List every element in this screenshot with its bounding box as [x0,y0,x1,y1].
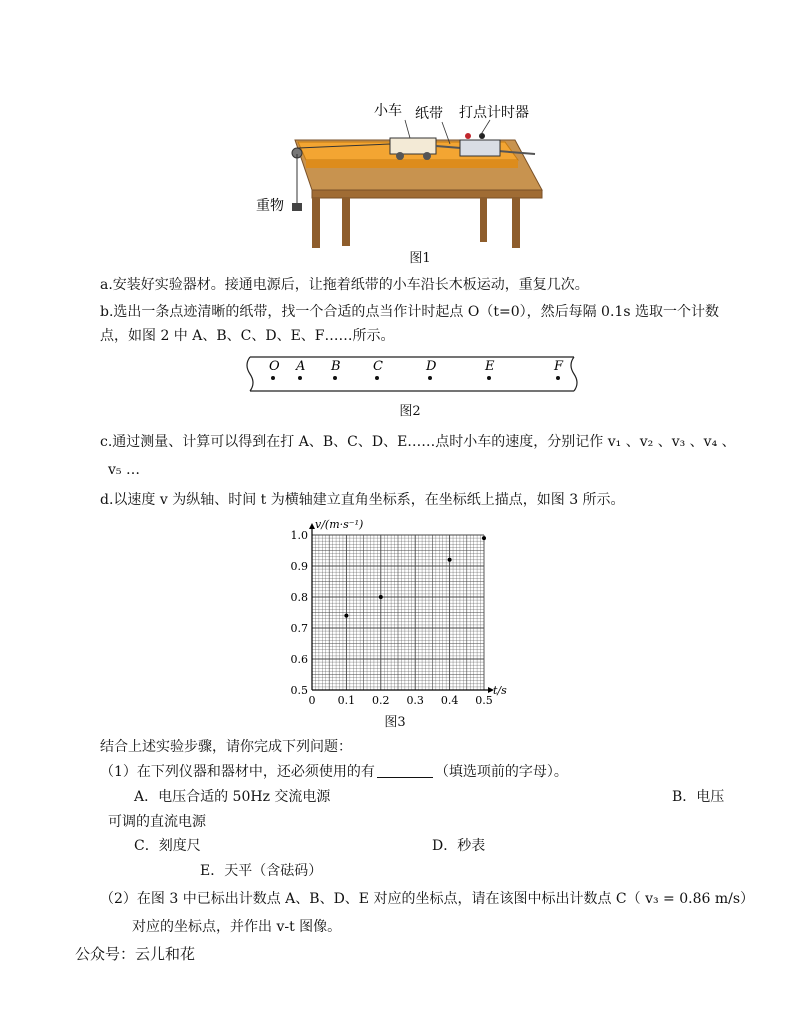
footer-watermark: 公众号：云儿和花 [75,945,196,963]
tape-point-label: D [426,359,437,374]
tape-point-label: A [296,359,306,374]
y-tick-label: 0.9 [290,560,308,573]
tape-point-label: C [373,359,383,374]
data-point [448,558,452,562]
option-c: C．刻度尺 [134,838,201,854]
figure-3-caption: 图3 [384,715,406,730]
x-axis-label: t/s [493,684,507,697]
cart-wheel [396,152,404,160]
cart [390,138,436,154]
option-a: A．电压合适的 50Hz 交流电源 [134,789,331,805]
option-b-part2: 可调的直流电源 [108,814,206,830]
pointer-line [405,120,410,138]
figure-1-caption: 图1 [409,251,431,266]
data-point [379,595,383,599]
figure-2-caption: 图2 [399,404,421,419]
step-b-line2: 点，如图 2 中 A、B、C、D、E、F……所示。 [100,328,395,344]
label-cart: 小车 [374,103,402,119]
question-1-text: （1）在下列仪器和器材中，还必须使用的有 [100,764,375,780]
tape-point-label: B [331,359,341,374]
table-leg [512,198,520,248]
ticker-timer [460,140,500,156]
answer-blank[interactable] [377,763,433,778]
x-tick-label: 0.2 [372,694,390,707]
option-d: D．秒表 [432,838,486,854]
step-b-line1: b.选出一条点迹清晰的纸带，找一个合适的点当作计时起点 O（t=0），然后每隔 0.1s 选取一个计数 [100,304,719,320]
x-tick-label: 0.5 [475,694,493,707]
tape-point-dot [271,376,275,380]
question-1-hint: （填选项前的字母）。 [434,764,568,780]
option-b-part1: B．电压 [672,789,725,805]
tape-point-dot [556,376,560,380]
step-a: a.安装好实验器材。接通电源后，让拖着纸带的小车沿长木板运动，重复几次。 [100,277,589,293]
v-t-chart [285,512,515,712]
timer-terminal [479,133,485,139]
tape-point-dot [428,376,432,380]
x-tick-label: 0.3 [406,694,424,707]
table-leg [480,198,487,242]
weight [292,203,302,211]
y-tick-label: 0.5 [290,684,308,697]
option-e: E．天平（含砝码） [200,863,323,879]
tape-point-label: E [485,359,495,374]
apparatus-illustration [250,98,550,268]
timer-terminal [465,133,471,139]
y-tick-label: 0.6 [290,653,308,666]
x-tick-label: 0.1 [337,694,356,707]
x-tick-label: 0.4 [440,694,459,707]
data-point [344,614,348,618]
y-tick-label: 0.8 [290,591,308,604]
figure-2 [240,355,580,395]
step-d: d.以速度 v 为纵轴、时间 t 为横轴建立直角坐标系，在坐标纸上描点，如图 3 所示。 [100,492,625,508]
tape-point-label: O [269,359,280,374]
label-tape: 纸带 [415,106,443,122]
label-timer: 打点计时器 [459,105,529,121]
label-weight: 重物 [256,198,284,214]
table-leg [312,198,320,248]
step-c-line1: c.通过测量、计算可以得到在打 A、B、C、D、E……点时小车的速度，分别记作 v₁ 、v₂ 、v₃ 、v₄ 、 [100,434,736,450]
pointer-line [480,120,490,136]
table-leg [342,198,350,246]
tape-point-dot [298,376,302,380]
tape-point-dot [487,376,491,380]
question-2-line2: 对应的坐标点，并作出 v-t 图像。 [132,919,342,935]
question-2-line1: （2）在图 3 中已标出计数点 A、B、D、E 对应的坐标点，请在该图中标出计数点 C（ v₃ = 0.86 m/s） [100,891,755,907]
y-tick-label: 1.0 [290,529,308,542]
tape-point-dot [333,376,337,380]
y-tick-label: 0.7 [290,622,308,635]
y-axis-label: v/(m·s⁻¹) [315,518,364,531]
board-edge [306,160,518,168]
table-edge [312,190,542,198]
figure-3 [285,512,515,712]
tape-point-label: F [554,359,564,374]
x-tick-label: 0 [308,694,316,707]
question-1 [100,762,568,782]
tape-point-dot [375,376,379,380]
questions-intro: 结合上述实验步骤，请你完成下列问题： [100,739,352,755]
paper-tape-diagram [240,355,580,395]
data-point [482,536,486,540]
step-c-line2: v₅ … [108,462,140,478]
figure-1 [250,98,550,268]
cart-wheel [423,152,431,160]
